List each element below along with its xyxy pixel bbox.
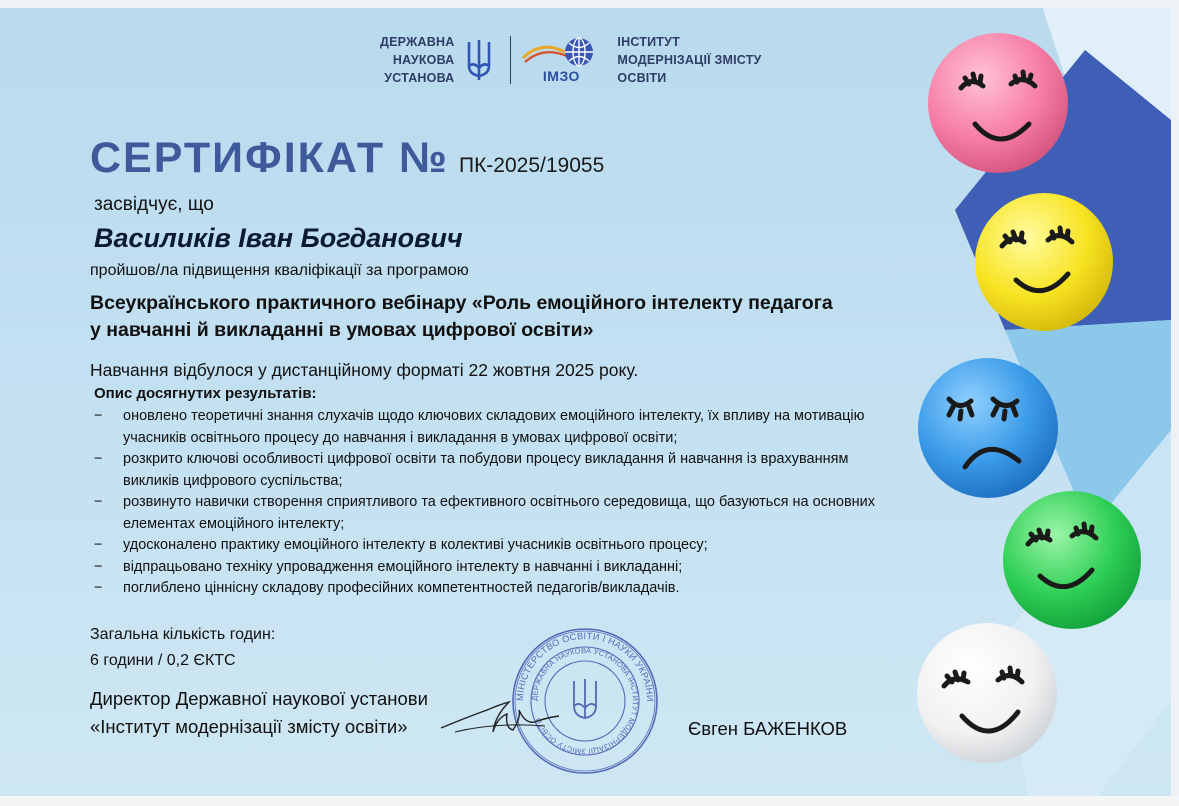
trident-icon [466, 38, 492, 82]
program-title-line: Всеукраїнського практичного вебінару «Роль емоційного інтелекту педагога [90, 292, 833, 314]
imzo-logo [521, 36, 601, 84]
qualification-text: пройшов/ла підвищення кваліфікації за програмою [90, 262, 469, 279]
page-frame-right [1171, 0, 1179, 806]
training-info: Навчання відбулося у дистанційному форматі 22 жовтня 2025 року. [90, 360, 639, 380]
smiley-pink-icon [925, 30, 1071, 176]
certificate-number: ПК-2025/19055 [458, 154, 605, 177]
list-item: − удосконалено практику емоційного інтелекту в колективі учасників освітнього процесу; [90, 535, 900, 557]
seal-inner-text: ДЕРЖАВНА НАУКОВА УСТАНОВА ІНСТИТУТ МОДЕРНІЗАЦІЇ ЗМІСТУ ОСВІТИ [529, 645, 641, 757]
globe-logo-icon [521, 36, 601, 70]
header-divider [510, 36, 511, 84]
director-name: Євген БАЖЕНКОВ [688, 718, 848, 739]
results-list [90, 406, 900, 600]
director-signature [435, 688, 565, 748]
program-title-line: у навчанні й викладанні в умовах цифрової освіти» [90, 319, 594, 341]
smiley-white-icon [914, 620, 1060, 766]
seal-trident-icon [574, 679, 596, 718]
smiley-yellow-icon [972, 190, 1116, 334]
hours-label: Загальна кількість годин: [90, 626, 276, 643]
list-item: − розкрито ключові особливості цифрової освіти та побудови процесу викладання й навчання із врахуванням викликів цифрового суспільства; [90, 449, 900, 492]
certificate-title-row [90, 134, 604, 183]
org-type-label: ДЕРЖАВНА НАУКОВА УСТАНОВА [380, 35, 455, 85]
seal-outer-text: МІНІСТЕРСТВО ОСВІТИ І НАУКИ УКРАЇНИ [514, 630, 656, 703]
certificate-header [380, 30, 762, 90]
director-title-line: Директор Державної наукової установи [90, 688, 428, 709]
list-item: − поглиблено ціннісну складову професійних компетентностей педагогів/викладачів. [90, 578, 900, 600]
sad-face-blue-icon [915, 355, 1061, 501]
program-title [90, 290, 833, 344]
results-heading: Опис досягнутих результатів: [94, 385, 317, 402]
recipient-name: Василиків Іван Богданович [94, 223, 463, 253]
hours-value: 6 години / 0,2 ЄКТС [90, 652, 236, 669]
list-item: − оновлено теоретичні знання слухачів щодо ключових складових емоційного інтелекту, їх впливу на мотивацію учасників освітнього процесу до навчання і викладання в умовах цифрової освіти; [90, 406, 900, 449]
logo-text: ІМЗО [542, 68, 580, 84]
certifies-text: засвідчує, що [94, 194, 214, 215]
certificate-title: СЕРТИФІКАТ № [90, 134, 449, 182]
institute-name: ІНСТИТУТ МОДЕРНІЗАЦІЇ ЗМІСТУ ОСВІТИ [617, 35, 762, 85]
director-title-line: «Інститут модернізації змісту освіти» [90, 716, 408, 737]
list-item: − розвинуто навички створення сприятливого та ефективного освітнього середовища, що базуються на основних елементах емоційного інтелекту; [90, 492, 900, 535]
smiley-green-icon [1000, 488, 1144, 632]
page-frame-bottom [0, 796, 1179, 806]
list-item: − відпрацьовано техніку упровадження емоційного інтелекту в навчанні і викладанні; [90, 557, 900, 579]
page-frame-top [0, 0, 1179, 8]
